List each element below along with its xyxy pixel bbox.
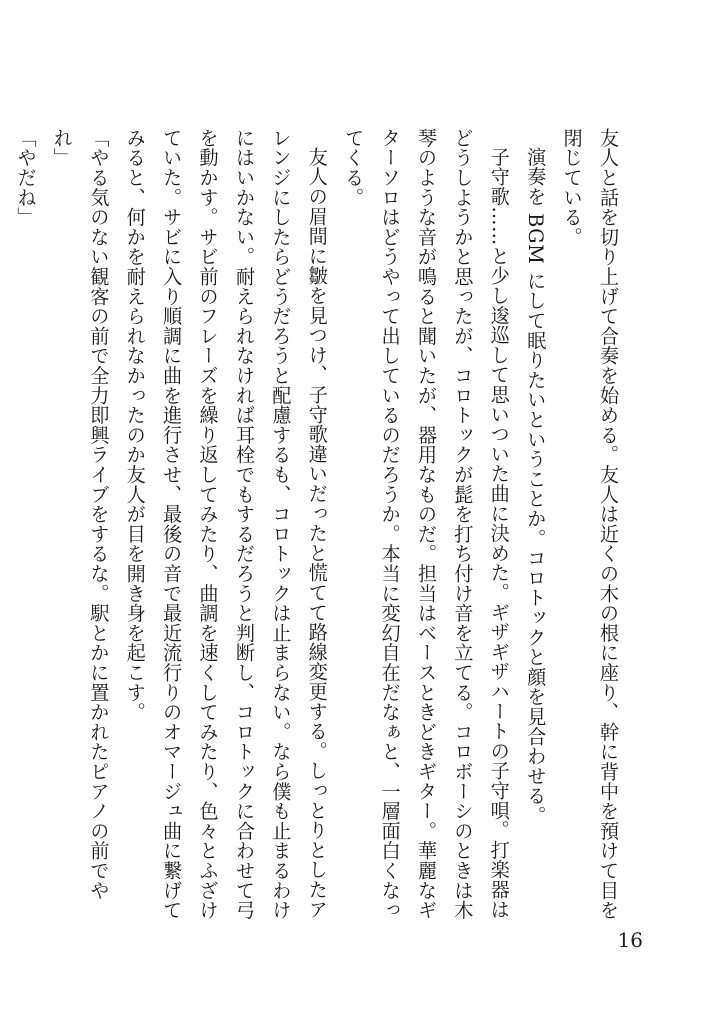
page-number: 16 (617, 928, 643, 952)
paragraph-3: 子守歌……と少し逡巡して思いついた曲に決めた。ギザギザハートの子守唄。打楽器はどうしようかと思ったが、コロトックが髭を打ち付け音を立てる。コロボーシのときは木琴のような音が鳴ると聞いたが、器用なものだ。担当はベースときどきギター。華麗なギターソロはどうやって出しているのだろうか。本当に変幻自在だなぁと、一層面白くなってくる。 (342, 128, 511, 920)
vertical-text-body (14, 128, 626, 928)
paragraph-4: 友人の眉間に皺を見つけ、子守歌違いだったと慌てて路線変更する。しっとりとしたアレンジにしたらどうだろうと配慮するも、コロトックは止まらない。なら僕も止まるわけにはいかない。耐えられなければ耳栓でもするだろうと判断し、コロトックに合わせて弓を動かす。サビ前のフレーズを繰り返してみたり、曲調を速くしてみたり、色々とふざけていた。サビに入り順調に曲を進行させ、最後の音で最近流行りのオマージュ曲に繋げてみると、何かを耐えられなかったのか友人が目を開き身を起こす。 (123, 128, 329, 920)
dialogue-1: 「やる気のない観客の前で全力即興ライブをするな。駅とかに置かれたピアノの前でやれ」 (50, 128, 111, 901)
dialogue-2: 「やだね」 (14, 128, 38, 227)
paragraph-5 (0, 128, 7, 928)
paragraph-1: 友人と話を切り上げて合奏を始める。友人は近くの木の根に座り、幹に背中を預けて目を閉じている。 (560, 128, 620, 920)
paragraph-2: 演奏を BGM にして眠りたいということか。コロトックと顔を見合わせる。 (524, 147, 548, 826)
